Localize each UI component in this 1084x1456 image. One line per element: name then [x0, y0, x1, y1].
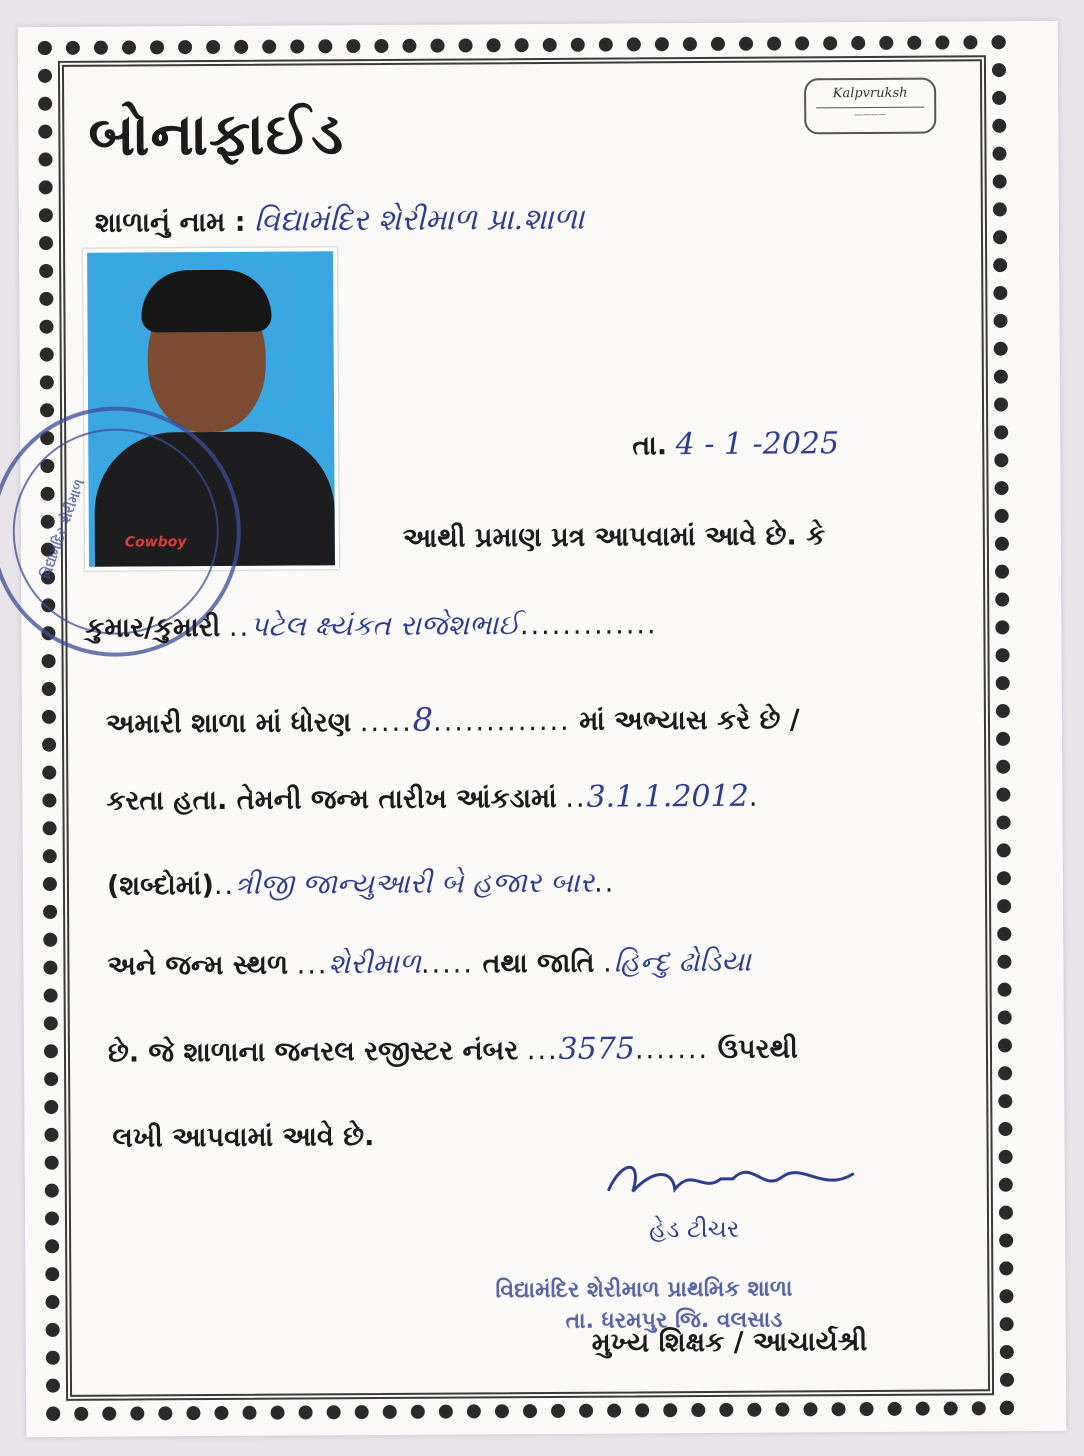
birthplace-value: શેરીમાળ: [328, 946, 422, 981]
signature-icon: [603, 1148, 863, 1210]
kalpvruksh-logo: [804, 78, 936, 135]
student-name: પટેલ ક્ષ્યંકત રાજેશભાઈ: [250, 608, 521, 643]
dotted-line: ..: [213, 869, 236, 902]
school-name: વિદ્યામંદિર શેરીમાળ પ્રા.શાળા: [254, 201, 585, 239]
principal-label: મુખ્ય શિક્ષક / આચાર્યશ્રી: [591, 1326, 868, 1359]
birthplace-row: [107, 945, 751, 983]
dotted-line: ..: [228, 611, 251, 643]
date-value: 4 - 1 -2025: [675, 426, 840, 463]
date-row: [632, 426, 839, 462]
dotted-line: .: [748, 781, 760, 813]
head-teacher-label: હેડ ટીચર: [648, 1214, 740, 1244]
register-label-post: ઉપરથી: [717, 1033, 799, 1065]
standard-row: [106, 698, 800, 740]
dotted-line: ..: [593, 867, 616, 899]
student-label: કુમાર/કુમારી: [85, 611, 221, 644]
stamp-inner-ring: [12, 428, 219, 635]
school-stamp-line2: તા. ધરમપુર જિ. વલસાડ: [565, 1307, 783, 1334]
intro-text: આથી પ્રમાણ પ્રત્ર આપવામાં આવે છે. કે: [402, 520, 826, 554]
dob-words-row: [107, 866, 616, 903]
dob-words: ત્રીજી જાન્યુઆરી બે હજાર બાર: [234, 865, 595, 901]
logo-underline: ————: [816, 107, 924, 120]
certificate-sheet: [18, 21, 1067, 1437]
dotted-line: .............: [433, 705, 571, 738]
student-name-row: [85, 607, 657, 644]
caste-value: હિન્દુ ઢોડિયા: [613, 944, 752, 979]
photo-jacket-text: Cowboy: [124, 534, 187, 551]
standard-label-post: માં અભ્યાસ કરે છે /: [579, 704, 800, 737]
dob-words-label: (શબ્દોમાં): [106, 870, 214, 902]
register-value: 3575: [558, 1031, 636, 1067]
dotted-line: ...: [526, 1034, 559, 1067]
closing-text: લખી આપવામાં આવે છે.: [112, 1121, 375, 1154]
photo-hair: [141, 270, 271, 333]
dob-digits: 3.1.1.2012: [586, 778, 749, 815]
standard-label: અમારી શાળા માં ધોરણ: [105, 707, 352, 740]
register-label: છે. જે શાળાના જનરલ રજીસ્ટર નંબર: [107, 1035, 519, 1069]
dotted-line: ..: [565, 782, 587, 814]
dotted-line: ...: [296, 949, 329, 981]
date-label: તા.: [632, 430, 668, 462]
logo-brand: Kalpvruksh: [832, 85, 908, 102]
standard-value: 8: [412, 700, 434, 739]
dotted-line: .....: [359, 706, 413, 739]
dotted-line: .......: [634, 1033, 710, 1066]
caste-label: તથા જાતિ: [482, 947, 595, 980]
birthplace-label: અને જન્મ સ્થળ: [107, 949, 289, 982]
school-label: શાળાનું નામ :: [94, 206, 246, 239]
certificate-title: બોનાફાઈડ: [88, 99, 345, 169]
school-name-row: [95, 202, 585, 240]
register-row: [108, 1030, 798, 1069]
stamp-text: વિદ્યામંદિર શેરીમાળ: [37, 477, 89, 581]
dotted-line: .....: [420, 948, 475, 980]
dotted-line: .: [603, 947, 614, 979]
dob-label: કરતા હતા. તેમની જન્મ તારીખ આંકડામાં: [106, 782, 557, 817]
dob-row: [106, 779, 759, 818]
school-stamp-line1: વિદ્યામંદિર શેરીમાળ પ્રાથમિક શાળા: [495, 1276, 793, 1304]
dotted-line: .............: [519, 609, 658, 642]
